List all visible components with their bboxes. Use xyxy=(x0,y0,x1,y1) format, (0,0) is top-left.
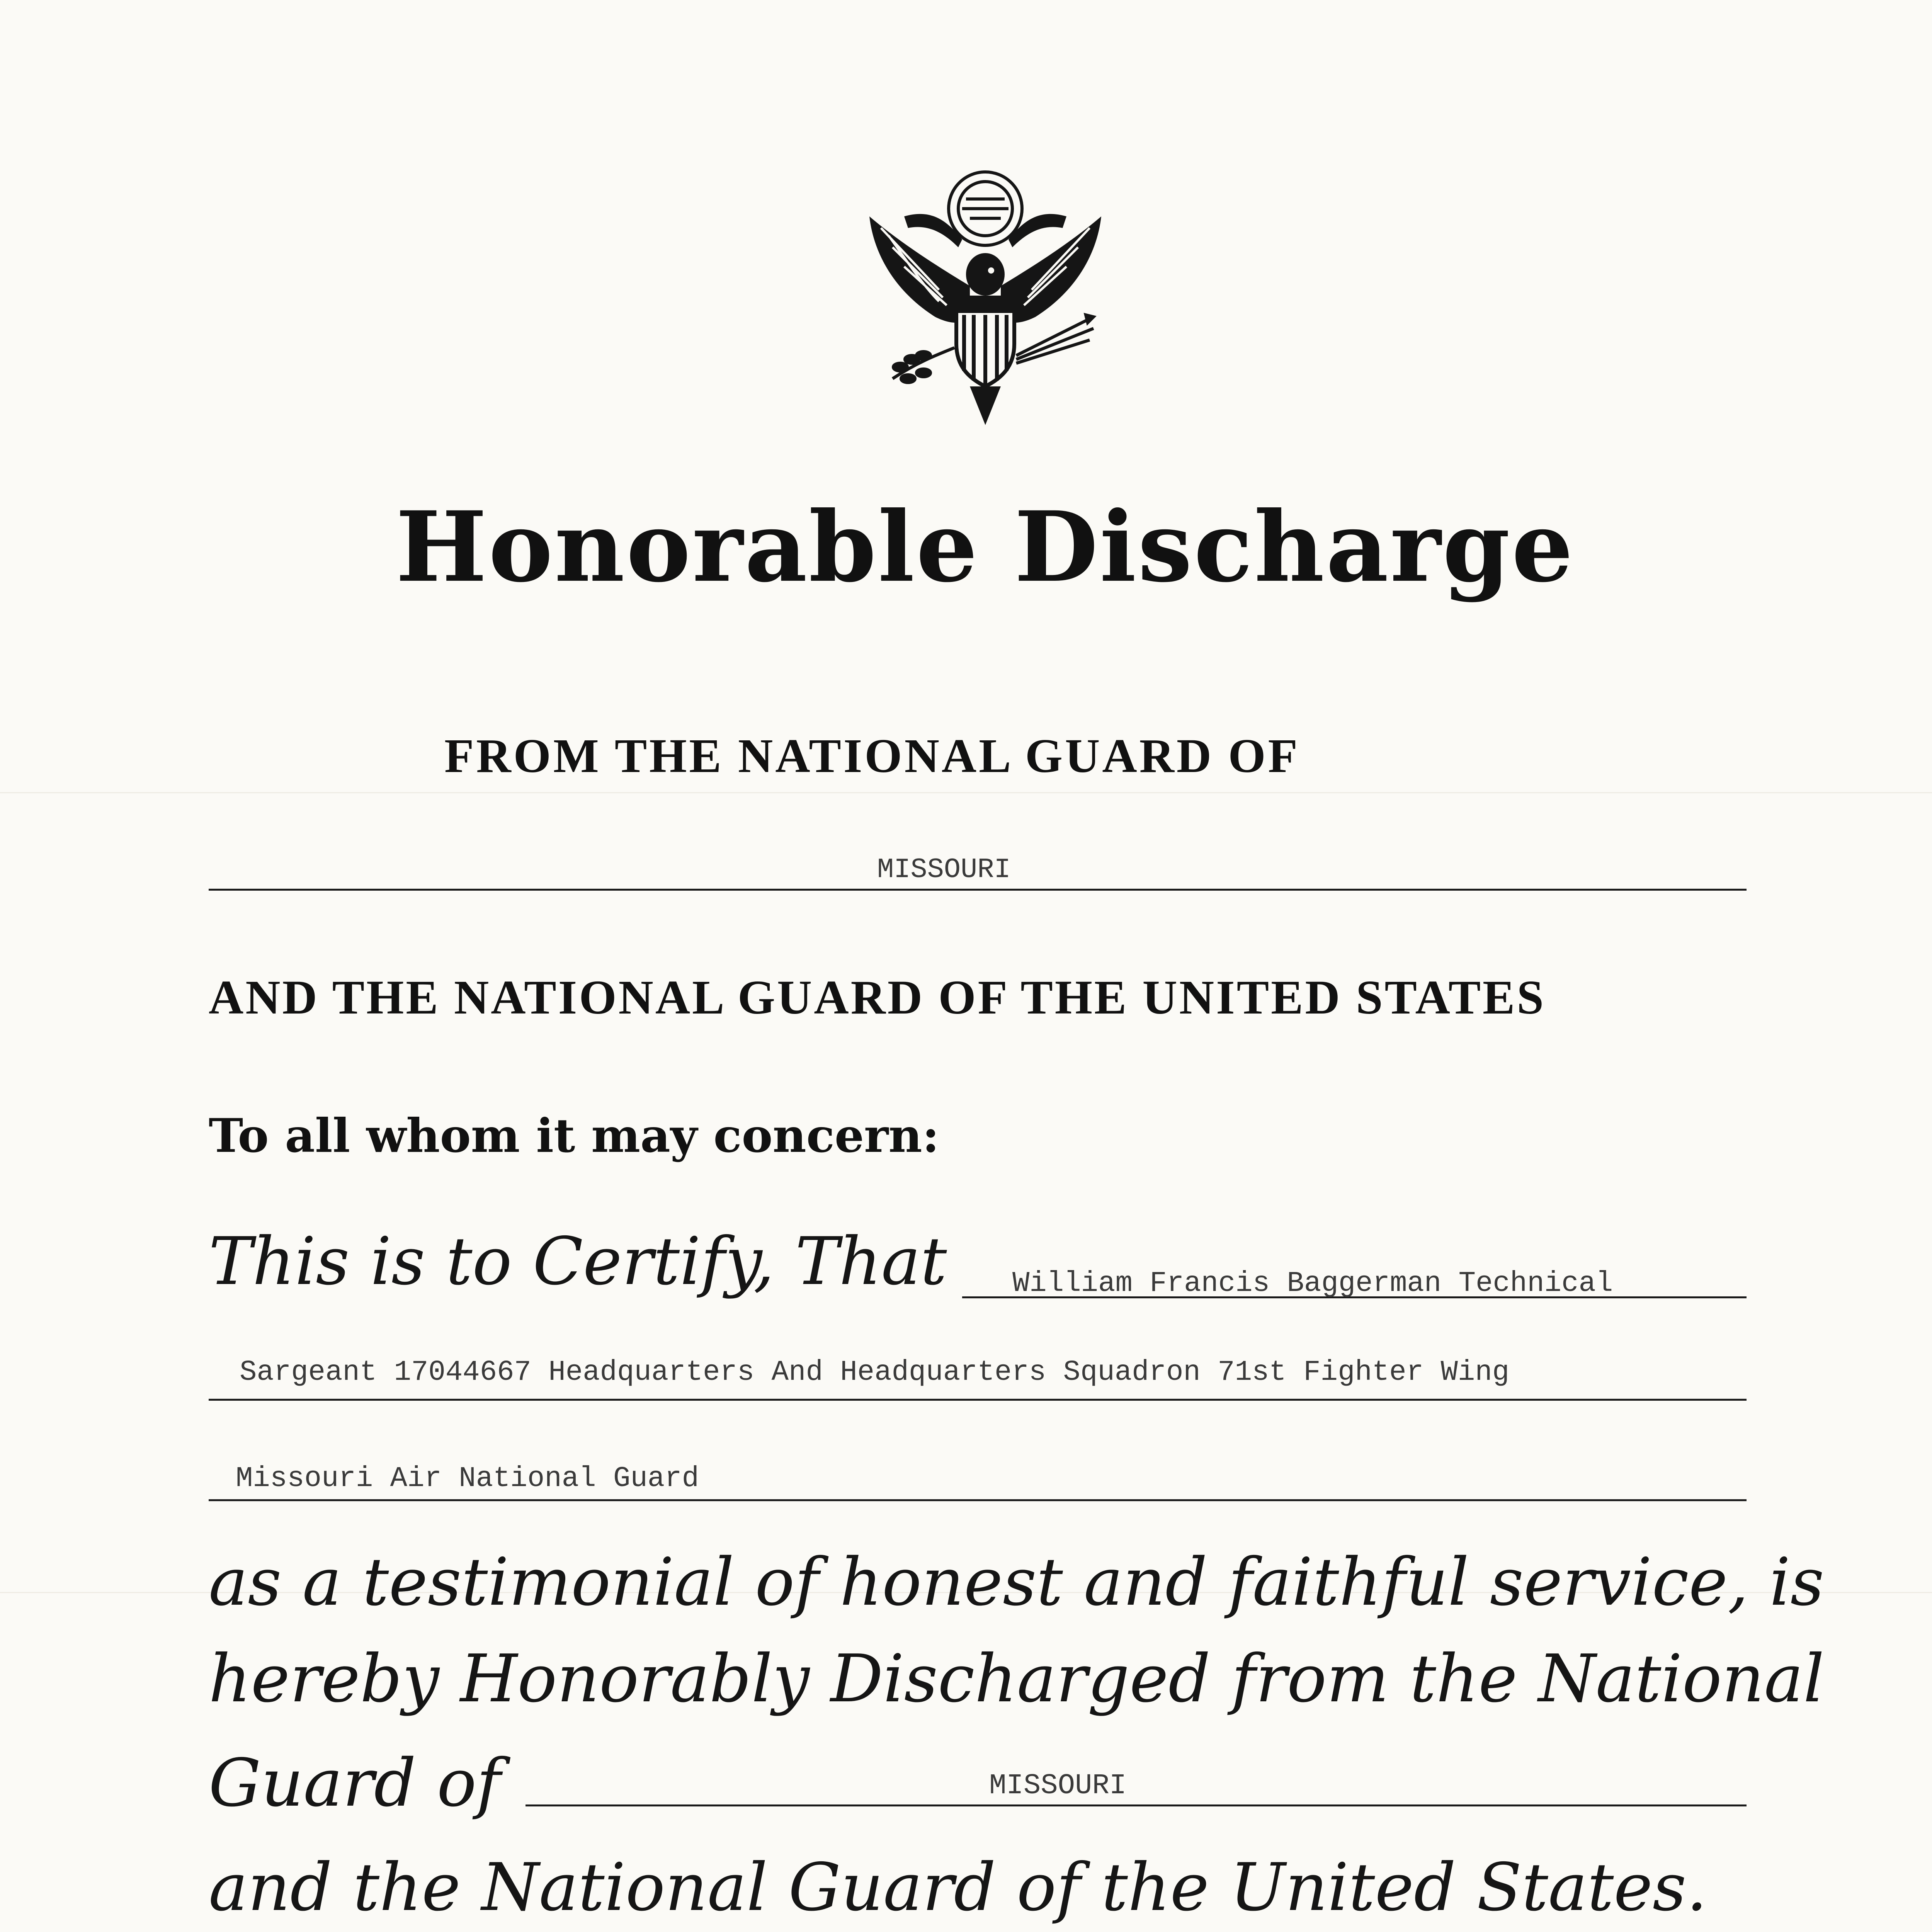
subtitle: FROM THE NATIONAL GUARD OF xyxy=(444,730,1300,783)
state-line-2 xyxy=(526,1804,1747,1806)
state-line xyxy=(209,889,1747,891)
testimonial-line-1: as a testimonial of honest and faithful service, is xyxy=(209,1544,1824,1621)
salutation: To all whom it may concern: xyxy=(209,1109,939,1163)
state-field-2: MISSOURI xyxy=(989,1770,1127,1802)
name-field: William Francis Baggerman Technical xyxy=(1012,1267,1613,1300)
testimonial-line-2: hereby Honorably Discharged from the National xyxy=(209,1641,1825,1717)
testimonial-line-4: and the National Guard of the United States. xyxy=(209,1849,1708,1926)
unit-line xyxy=(209,1399,1747,1401)
state-field: MISSOURI xyxy=(877,854,1011,886)
testimonial-line-3: Guard of xyxy=(209,1745,501,1821)
certify-prefix: This is to Certify, That xyxy=(209,1223,947,1300)
page-title: Honorable Discharge xyxy=(395,490,1575,604)
unit-field: Sargeant 17044667 Headquarters And Headquarters Squadron 71st Fighter Wing xyxy=(240,1356,1510,1389)
great-seal-eagle-icon xyxy=(846,162,1124,440)
national-guard-line: AND THE NATIONAL GUARD OF THE UNITED STATES xyxy=(209,971,1546,1024)
guard-line xyxy=(209,1499,1747,1501)
guard-field: Missouri Air National Guard xyxy=(236,1463,699,1495)
paper-fold xyxy=(0,792,1932,793)
